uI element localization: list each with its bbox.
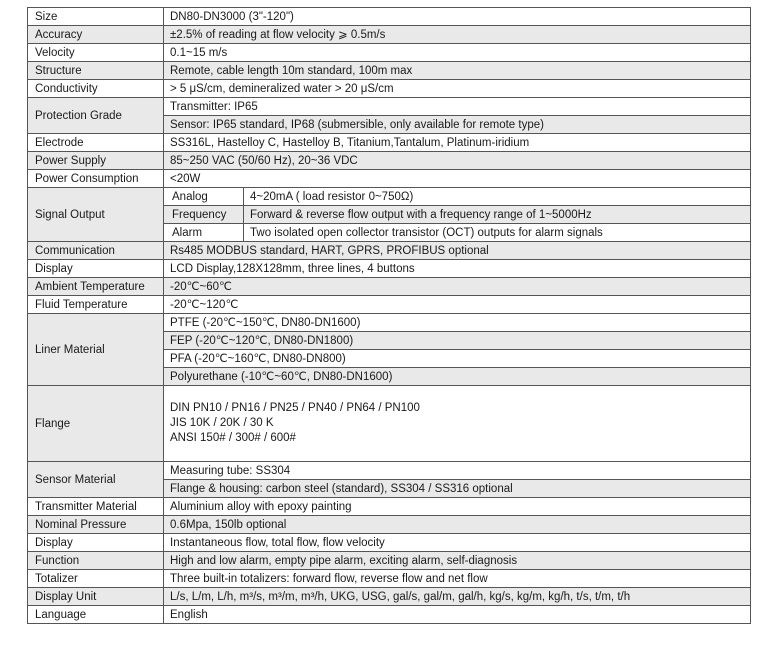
spec-value: -20℃~60℃ bbox=[164, 278, 751, 296]
spec-row-transmitter-material bbox=[28, 498, 751, 516]
spec-label: Communication bbox=[28, 242, 164, 260]
spec-value: 4~20mA ( load resistor 0~750Ω) bbox=[244, 188, 751, 206]
spec-value: 0.1~15 m/s bbox=[164, 44, 751, 62]
spec-value: PTFE (-20℃~150℃, DN80-DN1600) bbox=[164, 314, 751, 332]
spec-row-sensor-material-tube bbox=[28, 462, 751, 480]
spec-value: ±2.5% of reading at flow velocity ⩾ 0.5m/s bbox=[164, 26, 751, 44]
spec-row-totalizer bbox=[28, 570, 751, 588]
spec-row-conductivity bbox=[28, 80, 751, 98]
spec-label: Electrode bbox=[28, 134, 164, 152]
spec-label: Totalizer bbox=[28, 570, 164, 588]
spec-row-communication bbox=[28, 242, 751, 260]
spec-label: Function bbox=[28, 552, 164, 570]
spec-label: Language bbox=[28, 606, 164, 624]
spec-label: Velocity bbox=[28, 44, 164, 62]
specification-table bbox=[27, 7, 751, 624]
spec-row-flange bbox=[28, 386, 751, 462]
spec-value: Flange & housing: carbon steel (standard), SS304 / SS316 optional bbox=[164, 480, 751, 498]
spec-value: English bbox=[164, 606, 751, 624]
spec-row-velocity bbox=[28, 44, 751, 62]
spec-value: FEP (-20℃~120℃, DN80-DN1800) bbox=[164, 332, 751, 350]
spec-row-display bbox=[28, 260, 751, 278]
spec-row-display-2 bbox=[28, 534, 751, 552]
spec-label: Nominal Pressure bbox=[28, 516, 164, 534]
spec-row-signal-analog bbox=[28, 188, 751, 206]
spec-value: Transmitter: IP65 bbox=[164, 98, 751, 116]
spec-label: Size bbox=[28, 8, 164, 26]
spec-label: Signal Output bbox=[28, 188, 164, 242]
spec-value: > 5 μS/cm, demineralized water > 20 μS/cm bbox=[164, 80, 751, 98]
spec-row-ambient-temperature bbox=[28, 278, 751, 296]
spec-row-display-unit bbox=[28, 588, 751, 606]
spec-row-structure bbox=[28, 62, 751, 80]
spec-row-accuracy bbox=[28, 26, 751, 44]
spec-sublabel: Alarm bbox=[164, 224, 244, 242]
spec-label: Protection Grade bbox=[28, 98, 164, 134]
spec-value: Rs485 MODBUS standard, HART, GPRS, PROFIBUS optional bbox=[164, 242, 751, 260]
spec-label: Liner Material bbox=[28, 314, 164, 386]
spec-label: Power Supply bbox=[28, 152, 164, 170]
spec-label: Display bbox=[28, 260, 164, 278]
spec-value: Polyurethane (-10℃~60℃, DN80-DN1600) bbox=[164, 368, 751, 386]
spec-value: SS316L, Hastelloy C, Hastelloy B, Titanium,Tantalum, Platinum-iridium bbox=[164, 134, 751, 152]
spec-label: Accuracy bbox=[28, 26, 164, 44]
spec-label: Transmitter Material bbox=[28, 498, 164, 516]
spec-row-electrode bbox=[28, 134, 751, 152]
spec-value: Forward & reverse flow output with a frequency range of 1~5000Hz bbox=[244, 206, 751, 224]
flange-line: JIS 10K / 20K / 30 K bbox=[170, 417, 274, 429]
spec-value: Sensor: IP65 standard, IP68 (submersible, only available for remote type) bbox=[164, 116, 751, 134]
spec-value: Two isolated open collector transistor (OCT) outputs for alarm signals bbox=[244, 224, 751, 242]
spec-row-function bbox=[28, 552, 751, 570]
spec-label: Flange bbox=[28, 386, 164, 462]
spec-value-flange bbox=[164, 386, 751, 462]
spec-value: L/s, L/m, L/h, m³/s, m³/m, m³/h, UKG, USG, gal/s, gal/m, gal/h, kg/s, kg/m, kg/h, t/s, t/m, t/h bbox=[164, 588, 751, 606]
spec-label: Ambient Temperature bbox=[28, 278, 164, 296]
spec-row-language bbox=[28, 606, 751, 624]
spec-label: Display bbox=[28, 534, 164, 552]
spec-row-size bbox=[28, 8, 751, 26]
spec-sublabel: Frequency bbox=[164, 206, 244, 224]
spec-value: PFA (-20℃~160℃, DN80-DN800) bbox=[164, 350, 751, 368]
flange-line: ANSI 150# / 300# / 600# bbox=[170, 432, 296, 444]
flange-line: DIN PN10 / PN16 / PN25 / PN40 / PN64 / PN100 bbox=[170, 402, 420, 414]
spec-value: 0.6Mpa, 150lb optional bbox=[164, 516, 751, 534]
spec-value: LCD Display,128X128mm, three lines, 4 buttons bbox=[164, 260, 751, 278]
spec-value: Three built-in totalizers: forward flow, reverse flow and net flow bbox=[164, 570, 751, 588]
spec-row-power-consumption bbox=[28, 170, 751, 188]
spec-row-liner-ptfe bbox=[28, 314, 751, 332]
spec-row-protection bbox=[28, 98, 751, 116]
spec-label: Display Unit bbox=[28, 588, 164, 606]
spec-value: 85~250 VAC (50/60 Hz), 20~36 VDC bbox=[164, 152, 751, 170]
spec-value: High and low alarm, empty pipe alarm, exciting alarm, self-diagnosis bbox=[164, 552, 751, 570]
spec-value: Aluminium alloy with epoxy painting bbox=[164, 498, 751, 516]
spec-value: Instantaneous flow, total flow, flow velocity bbox=[164, 534, 751, 552]
spec-label: Conductivity bbox=[28, 80, 164, 98]
spec-value: -20℃~120℃ bbox=[164, 296, 751, 314]
spec-row-fluid-temperature bbox=[28, 296, 751, 314]
spec-value: <20W bbox=[164, 170, 751, 188]
spec-label: Sensor Material bbox=[28, 462, 164, 498]
spec-row-nominal-pressure bbox=[28, 516, 751, 534]
spec-sublabel: Analog bbox=[164, 188, 244, 206]
spec-label: Structure bbox=[28, 62, 164, 80]
spec-value: Measuring tube: SS304 bbox=[164, 462, 751, 480]
spec-row-power-supply bbox=[28, 152, 751, 170]
spec-value: Remote, cable length 10m standard, 100m max bbox=[164, 62, 751, 80]
spec-label: Power Consumption bbox=[28, 170, 164, 188]
spec-label: Fluid Temperature bbox=[28, 296, 164, 314]
spec-value: DN80-DN3000 (3"-120") bbox=[164, 8, 751, 26]
